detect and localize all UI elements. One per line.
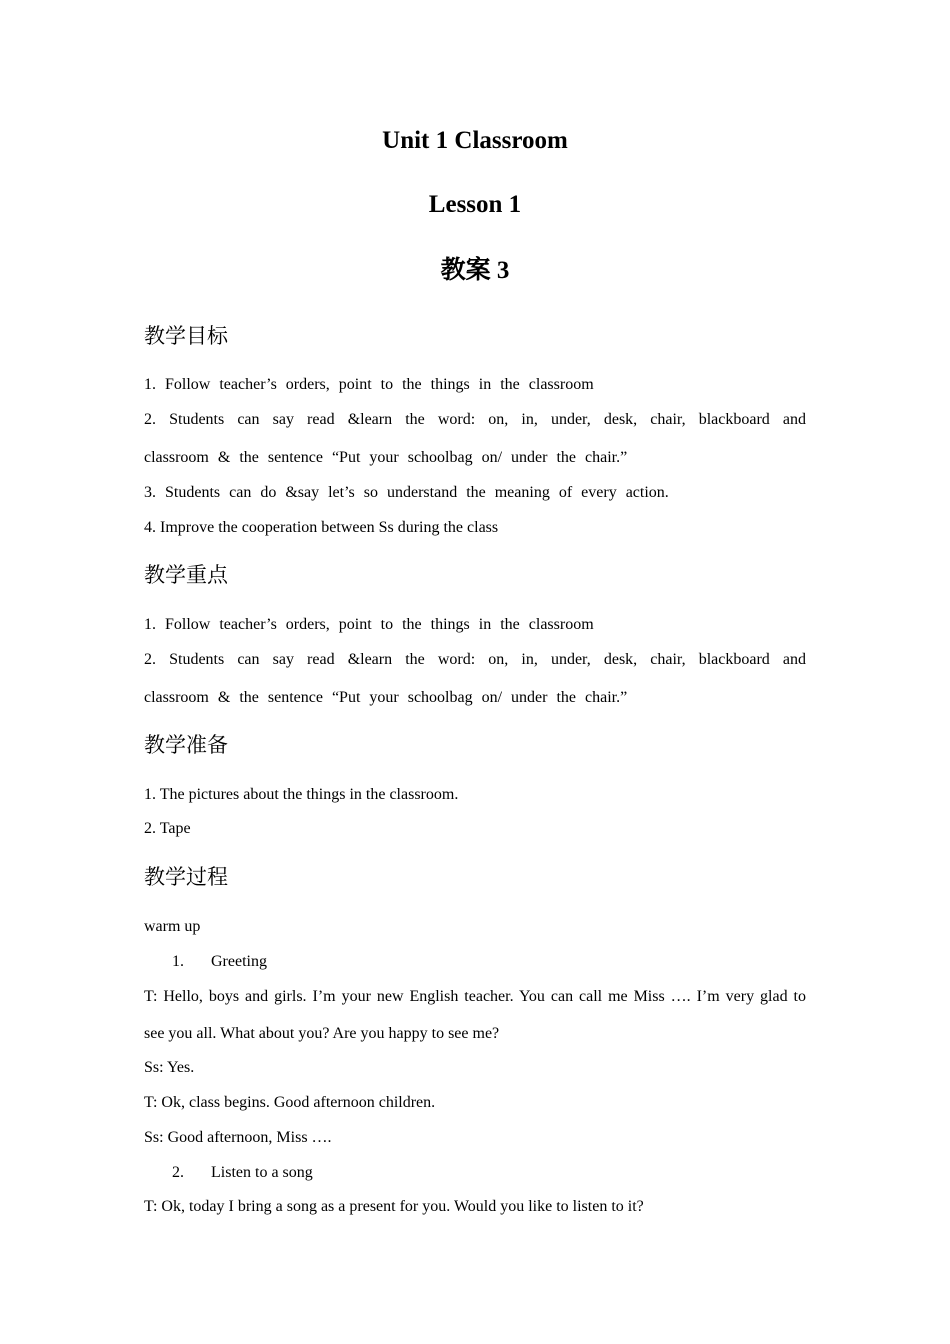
preparation-line: 1. The pictures about the things in the classroom.: [144, 786, 459, 803]
dialog-line: T: Ok, class begins. Good afternoon children.: [144, 1094, 436, 1111]
dialog-line: T: Hello, boys and girls. I’m your new English teacher. You can call me Miss …. I’m very glad to: [144, 988, 806, 1005]
warm-up-label: warm up: [144, 918, 201, 935]
key-points-heading: 教学重点: [144, 563, 228, 587]
step-number: 1.: [172, 953, 184, 970]
preparation-heading: 教学准备: [144, 733, 228, 757]
dialog-line: see you all. What about you? Are you happy to see me?: [144, 1025, 500, 1042]
objective-line: classroom & the sentence “Put your schoolbag on/ under the chair.”: [144, 449, 628, 466]
objective-line: 2. Students can say read &learn the word: on, in, under, desk, chair, blackboard and: [144, 411, 806, 428]
objective-line: 1. Follow teacher’s orders, point to the things in the classroom: [144, 376, 594, 393]
objective-line: 4. Improve the cooperation between Ss during the class: [144, 519, 499, 536]
preparation-line: 2. Tape: [144, 820, 191, 837]
objectives-heading: 教学目标: [144, 324, 228, 348]
dialog-line: Ss: Yes.: [144, 1059, 195, 1076]
key-point-line: 2. Students can say read &learn the word: on, in, under, desk, chair, blackboard and: [144, 651, 806, 668]
unit-title: Unit 1 Classroom: [382, 127, 568, 154]
lesson-plan-title: 教案 3: [440, 257, 510, 284]
dialog-line: T: Ok, today I bring a song as a present for you. Would you like to listen to it?: [144, 1198, 644, 1215]
key-point-line: classroom & the sentence “Put your schoolbag on/ under the chair.”: [144, 689, 628, 706]
lesson-title: Lesson 1: [428, 191, 522, 218]
process-heading: 教学过程: [144, 865, 228, 889]
dialog-line: Ss: Good afternoon, Miss ….: [144, 1129, 332, 1146]
step-label: Listen to a song: [211, 1164, 313, 1181]
objective-line: 3. Students can do &say let’s so understand the meaning of every action.: [144, 484, 669, 501]
step-label: Greeting: [211, 953, 267, 970]
key-point-line: 1. Follow teacher’s orders, point to the things in the classroom: [144, 616, 594, 633]
step-number: 2.: [172, 1164, 184, 1181]
